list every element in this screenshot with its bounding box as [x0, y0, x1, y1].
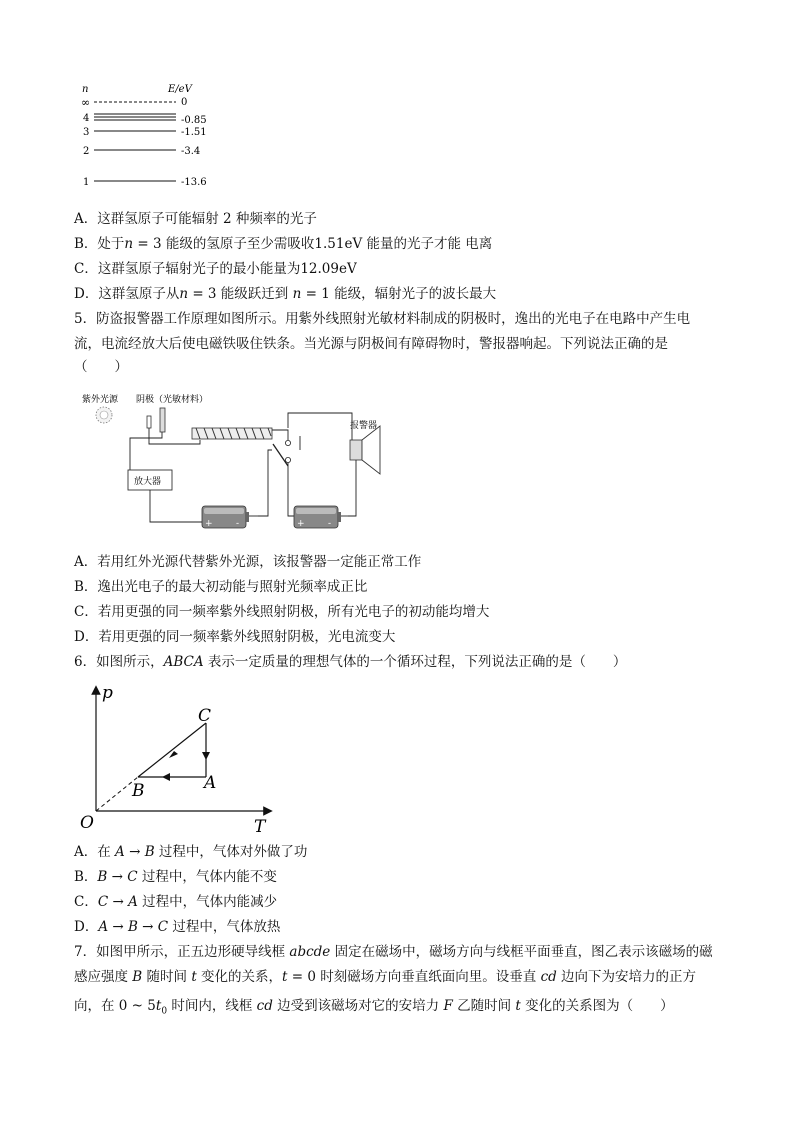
t-axis-label: T — [254, 817, 266, 836]
origin-label: O — [80, 813, 94, 833]
q4-option-c: C．这群氢原子辐射光子的最小能量为12.09eV — [74, 261, 357, 277]
alarm-circuit-diagram — [78, 388, 388, 536]
q4-option-a: A．这群氢原子可能辐射 2 种频率的光子 — [74, 211, 317, 227]
amplifier-label: 放大器 — [134, 477, 162, 487]
svg-text:+: + — [297, 519, 305, 529]
point-b-label: B — [132, 781, 145, 801]
cathode-label: 阴极（光敏材料） — [136, 395, 209, 405]
q5-option-d: D．若用更强的同一频率紫外线照射阴极，光电流变大 — [74, 629, 396, 645]
svg-text:-: - — [236, 519, 240, 529]
q6-stem: 6．如图所示，ABCA 表示一定质量的理想气体的一个循环过程，下列说法正确的是（ ） — [74, 654, 627, 670]
point-c-label: C — [198, 706, 212, 726]
level-e-3: -1.51 — [181, 127, 207, 138]
energy-level-diagram — [78, 82, 238, 194]
q5-option-a: A．若用红外光源代替紫外光源，该报警器一定能正常工作 — [74, 554, 422, 570]
q5-stem-line1: 5．防盗报警器工作原理如图所示。用紫外线照射光敏材料制成的阴极时，逸出的光电子在电路中产生电 — [74, 311, 691, 327]
uv-source-label: 紫外光源 — [82, 395, 119, 405]
q7-stem-line1: 7．如图甲所示，正五边形硬导线框 abcde 固定在磁场中，磁场方向与线框平面垂直，图乙表示该磁场的磁 — [74, 944, 713, 960]
q6-option-d: D．A → B → C 过程中，气体放热 — [74, 919, 281, 935]
energy-axis-label: E/eV — [168, 84, 192, 95]
p-axis-label: p — [102, 683, 113, 703]
q7-stem-line3: 向，在 0 ~ $5t_0$ 时间内，线框 cd 边受到该磁场对它的安培力 F 乙随时间 t 变化的关系图为（ ） — [74, 998, 674, 1017]
battery-icon — [202, 506, 249, 529]
level-n-inf: ∞ — [81, 96, 91, 109]
level-n-4: 4 — [83, 113, 90, 124]
q4-option-b: B．处于n = 3 能级的氢原子至少需吸收1.51eV 能量的光子才能 电离 — [74, 236, 493, 252]
level-e-inf: 0 — [181, 97, 188, 108]
level-n-1: 1 — [83, 177, 90, 188]
battery-icon — [294, 506, 341, 529]
svg-text:-: - — [328, 519, 332, 529]
q5-option-c: C．若用更强的同一频率紫外线照射阴极，所有光电子的初动能均增大 — [74, 604, 490, 620]
q6-option-b: B．B → C 过程中，气体内能不变 — [74, 869, 277, 885]
level-e-1: -13.6 — [181, 177, 207, 188]
electromagnet-icon — [192, 428, 272, 439]
q5-answer-paren: （ ） — [74, 359, 128, 375]
alarm-label: 报警器 — [350, 421, 378, 431]
n-axis-label: n — [82, 84, 89, 95]
level-e-2: -3.4 — [181, 146, 201, 157]
q5-stem-line2: 流，电流经放大后使电磁铁吸住铁条。当光源与阴极间有障碍物时，警报器响起。下列说法正确的是 — [74, 336, 668, 352]
point-a-label: A — [204, 773, 217, 793]
level-n-3: 3 — [83, 127, 90, 138]
pt-cycle-graph — [78, 680, 278, 836]
q7-stem-line2: 感应强度 B 随时间 t 变化的关系，t = 0 时刻磁场方向垂直纸面向里。设垂直 cd 边向下为安培力的正方 — [74, 969, 697, 985]
level-n-2: 2 — [83, 146, 90, 157]
q6-option-a: A．在 A → B 过程中，气体对外做了功 — [74, 844, 308, 860]
level-e-4: -0.85 — [181, 115, 207, 126]
q5-option-b: B．逸出光电子的最大初动能与照射光频率成正比 — [74, 579, 368, 595]
svg-text:+: + — [205, 519, 213, 529]
speaker-icon — [350, 426, 380, 474]
q6-option-c: C．C → A 过程中，气体内能减少 — [74, 894, 278, 910]
q4-option-d: D．这群氢原子从n = 3 能级跃迁到 n = 1 能级，辐射光子的波长最大 — [74, 286, 497, 302]
